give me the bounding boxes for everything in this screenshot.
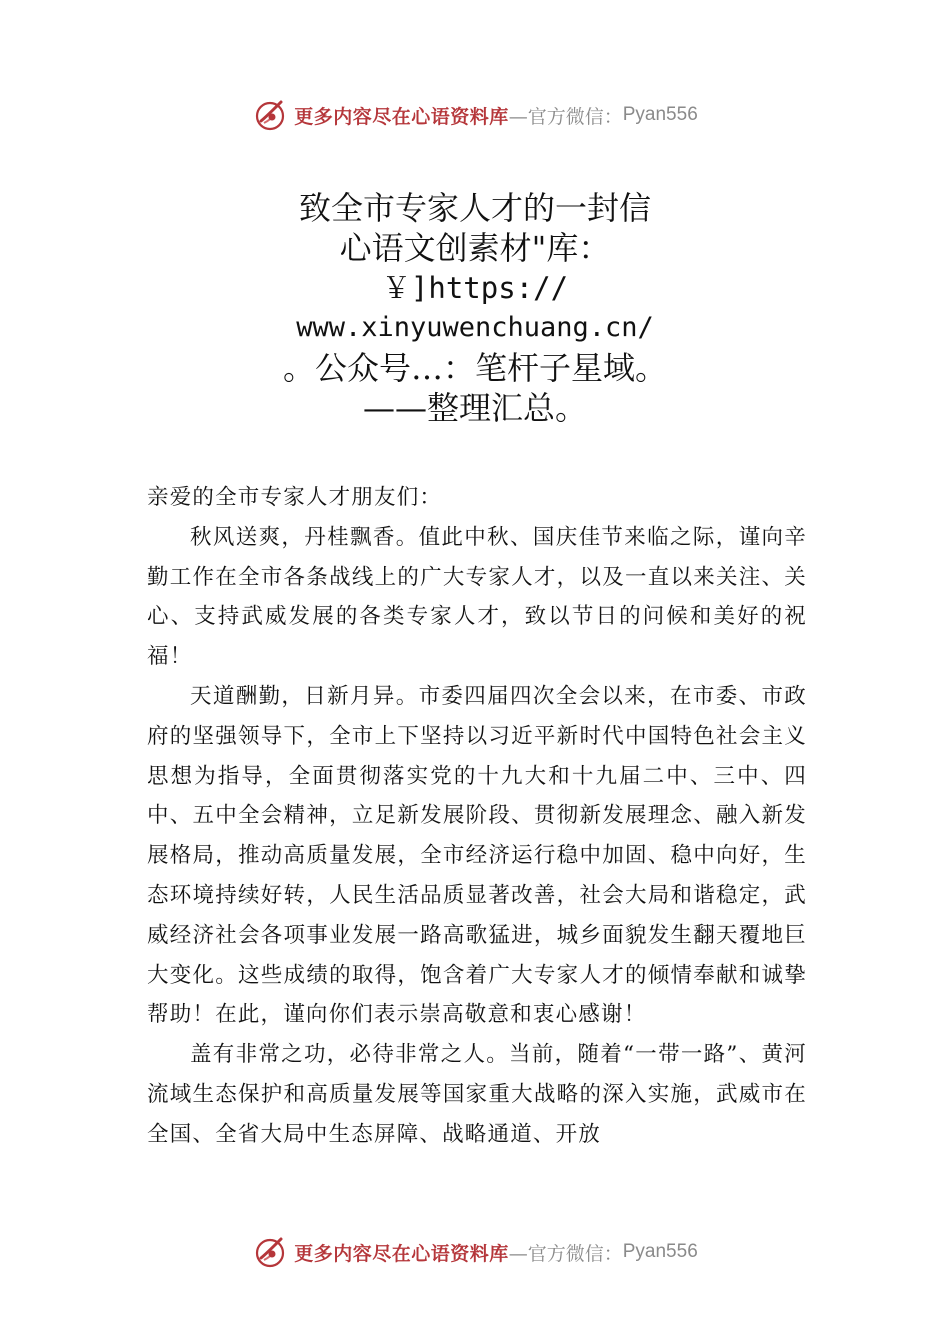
paragraph-3: 盖有非常之功，必待非常之人。当前，随着“一带一路”、黄河流域生态保护和高质量发展等国家重大战略的深入实施，武威市在全国、全省大局中生态屏障、战略通道、开放 [147, 1042, 807, 1147]
title-line-1: 致全市专家人才的一封信 [298, 189, 651, 227]
banner-main-text: 更多内容尽在心语资料库 [294, 1242, 509, 1265]
title-line-6: ——整理汇总。 [362, 389, 587, 427]
brush-logo-icon [252, 97, 288, 133]
footer-banner [0, 1232, 950, 1272]
title-line-3: ￥]https:// [381, 271, 569, 305]
header-banner [0, 95, 950, 135]
paragraph-2: 天道酬勤，日新月异。市委四届四次全会以来，在市委、市政府的坚强领导下，全市上下坚持以习近平新时代中国特色社会主义思想为指导，全面贯彻落实党的十九大和十九届二中、三中、四中、五中全会精神，立足新发展阶段、贯彻新发展理念、融入新发展格局，推动高质量发展，全市经济运行稳中加固、稳中向好，生态环境持续好转，人民生活品质显著改善，社会大局和谐稳定，武威经济社会各项事业发展一路高歌猛进，城乡面貌发生翻天覆地巨大变化。这些成绩的取得，饱含着广大专家人才的倾情奉献和诚挚帮助！在此，谨向你们表示崇高敬意和衷心感谢！ [147, 683, 807, 1028]
banner-wechat-id: Pyan556 [622, 1241, 698, 1262]
letter-body [147, 478, 807, 1155]
document-title [0, 188, 950, 428]
title-line-2: 心语文创素材"库： [339, 229, 611, 267]
banner-main-text: 更多内容尽在心语资料库 [294, 105, 509, 128]
title-line-url: www.xinyuwenchuang.cn/ [296, 312, 654, 343]
greeting: 亲爱的全市专家人才朋友们： [147, 485, 443, 510]
banner-sub-text: —官方微信： [508, 1242, 623, 1265]
banner-sub-text: —官方微信： [508, 105, 623, 128]
paragraph-1: 秋风送爽，丹桂飘香。值此中秋、国庆佳节来临之际，谨向辛勤工作在全市各条战线上的广大专家人才，以及一直以来关注、关心、支持武威发展的各类专家人才，致以节日的问候和美好的祝福！ [147, 524, 807, 670]
title-line-5: 。公众号…：笔杆子星域。 [282, 349, 667, 387]
brush-logo-icon [252, 1234, 288, 1270]
banner-wechat-id: Pyan556 [622, 104, 698, 125]
